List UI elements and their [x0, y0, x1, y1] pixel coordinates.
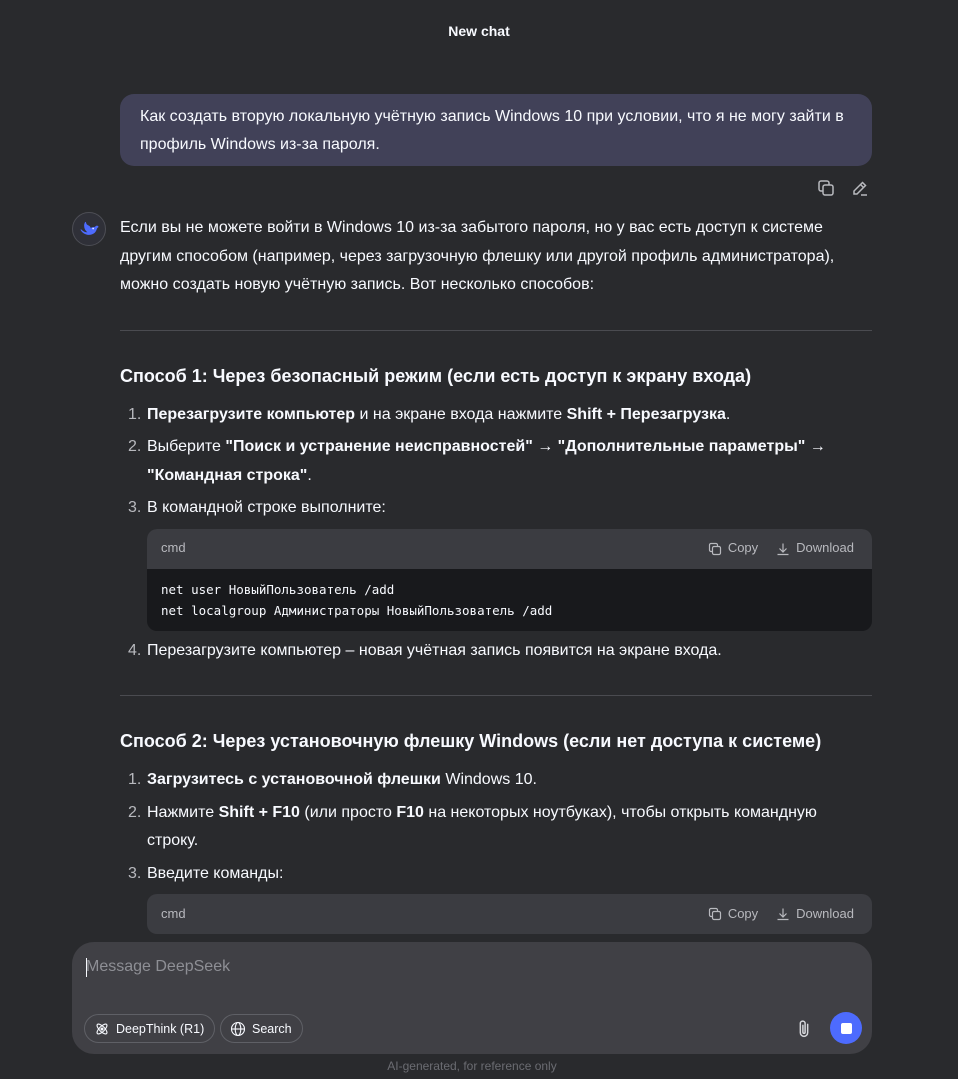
copy-icon[interactable] [815, 177, 837, 199]
copy-icon [708, 907, 722, 921]
message-input[interactable] [86, 954, 846, 980]
copy-code-button[interactable]: Copy [708, 900, 758, 929]
list-item: 3. В командной строке выполните: cmd Copy Download net user НовыйПользователь /add net localgroup Администраторы НовыйПользователь /add [120, 494, 872, 631]
method2-title: Способ 2: Через установочную флешку Windows (если нет доступа к системе) [120, 731, 822, 751]
answer-intro: Если вы не можете войти в Windows 10 из-за забытого пароля, но у вас есть доступ к системе другим способом (например, через загрузочную флешку или другой профиль администратора), можно создать новую учётную запись. Вот несколько способов: [120, 219, 835, 293]
stop-button[interactable] [830, 1012, 862, 1044]
list-item: 4. Перезагрузите компьютер – новая учётная запись появится на экране входа. [128, 641, 722, 659]
method1-title: Способ 1: Через безопасный режим (если есть доступ к экрану входа) [120, 365, 752, 386]
assistant-answer [120, 214, 872, 964]
globe-icon [230, 1021, 246, 1037]
user-message: Как создать вторую локальную учётную запись Windows 10 при условии, что я не могу зайти в профиль Windows из-за пароля. [120, 94, 872, 166]
code-content: net user НовыйПользователь /add net localgroup Администраторы НовыйПользователь /add [161, 581, 553, 618]
chat-title: New chat [448, 23, 510, 39]
download-code-button[interactable]: Download [776, 900, 854, 929]
list-item: 1. Загрузитесь с установочной флешки Windows 10. [128, 771, 537, 788]
list-item: 1. Перезагрузите компьютер и на экране входа нажмите Shift + Перезагрузка. [128, 405, 731, 423]
stop-icon [841, 1023, 852, 1034]
code-language: cmd [161, 540, 186, 556]
download-icon [776, 907, 790, 921]
list-item: 3. Введите команды: cmd Copy Download [120, 860, 872, 935]
paperclip-icon[interactable] [792, 1016, 816, 1042]
edit-icon[interactable] [849, 177, 871, 199]
download-code-button[interactable]: Download [776, 534, 854, 563]
download-icon [776, 542, 790, 556]
divider [120, 695, 872, 696]
deepthink-button[interactable]: DeepThink (R1) [84, 1014, 215, 1043]
method1-steps [120, 401, 872, 666]
code-block [147, 894, 872, 934]
code-header [147, 894, 872, 934]
list-item: 2. Нажмите Shift + F10 (или просто F10 на некоторых ноутбуках), чтобы открыть командную строку. [128, 803, 817, 849]
text-caret [86, 958, 87, 977]
disclaimer: AI-generated, for reference only [387, 1059, 557, 1073]
copy-icon [708, 542, 722, 556]
list-item: 2. Выберите "Поиск и устранение неисправностей" → "Дополнительные параметры" → "Командная строка". [128, 438, 826, 484]
search-button[interactable]: Search [220, 1014, 303, 1043]
composer [72, 942, 872, 1054]
code-header [147, 529, 872, 569]
code-language: cmd [161, 905, 186, 921]
deepseek-whale-icon [72, 212, 106, 246]
atom-icon [94, 1021, 110, 1037]
copy-code-button[interactable]: Copy [708, 534, 758, 563]
code-block [147, 529, 872, 631]
method2-steps [120, 766, 872, 934]
divider [120, 330, 872, 331]
message-actions [815, 177, 871, 199]
